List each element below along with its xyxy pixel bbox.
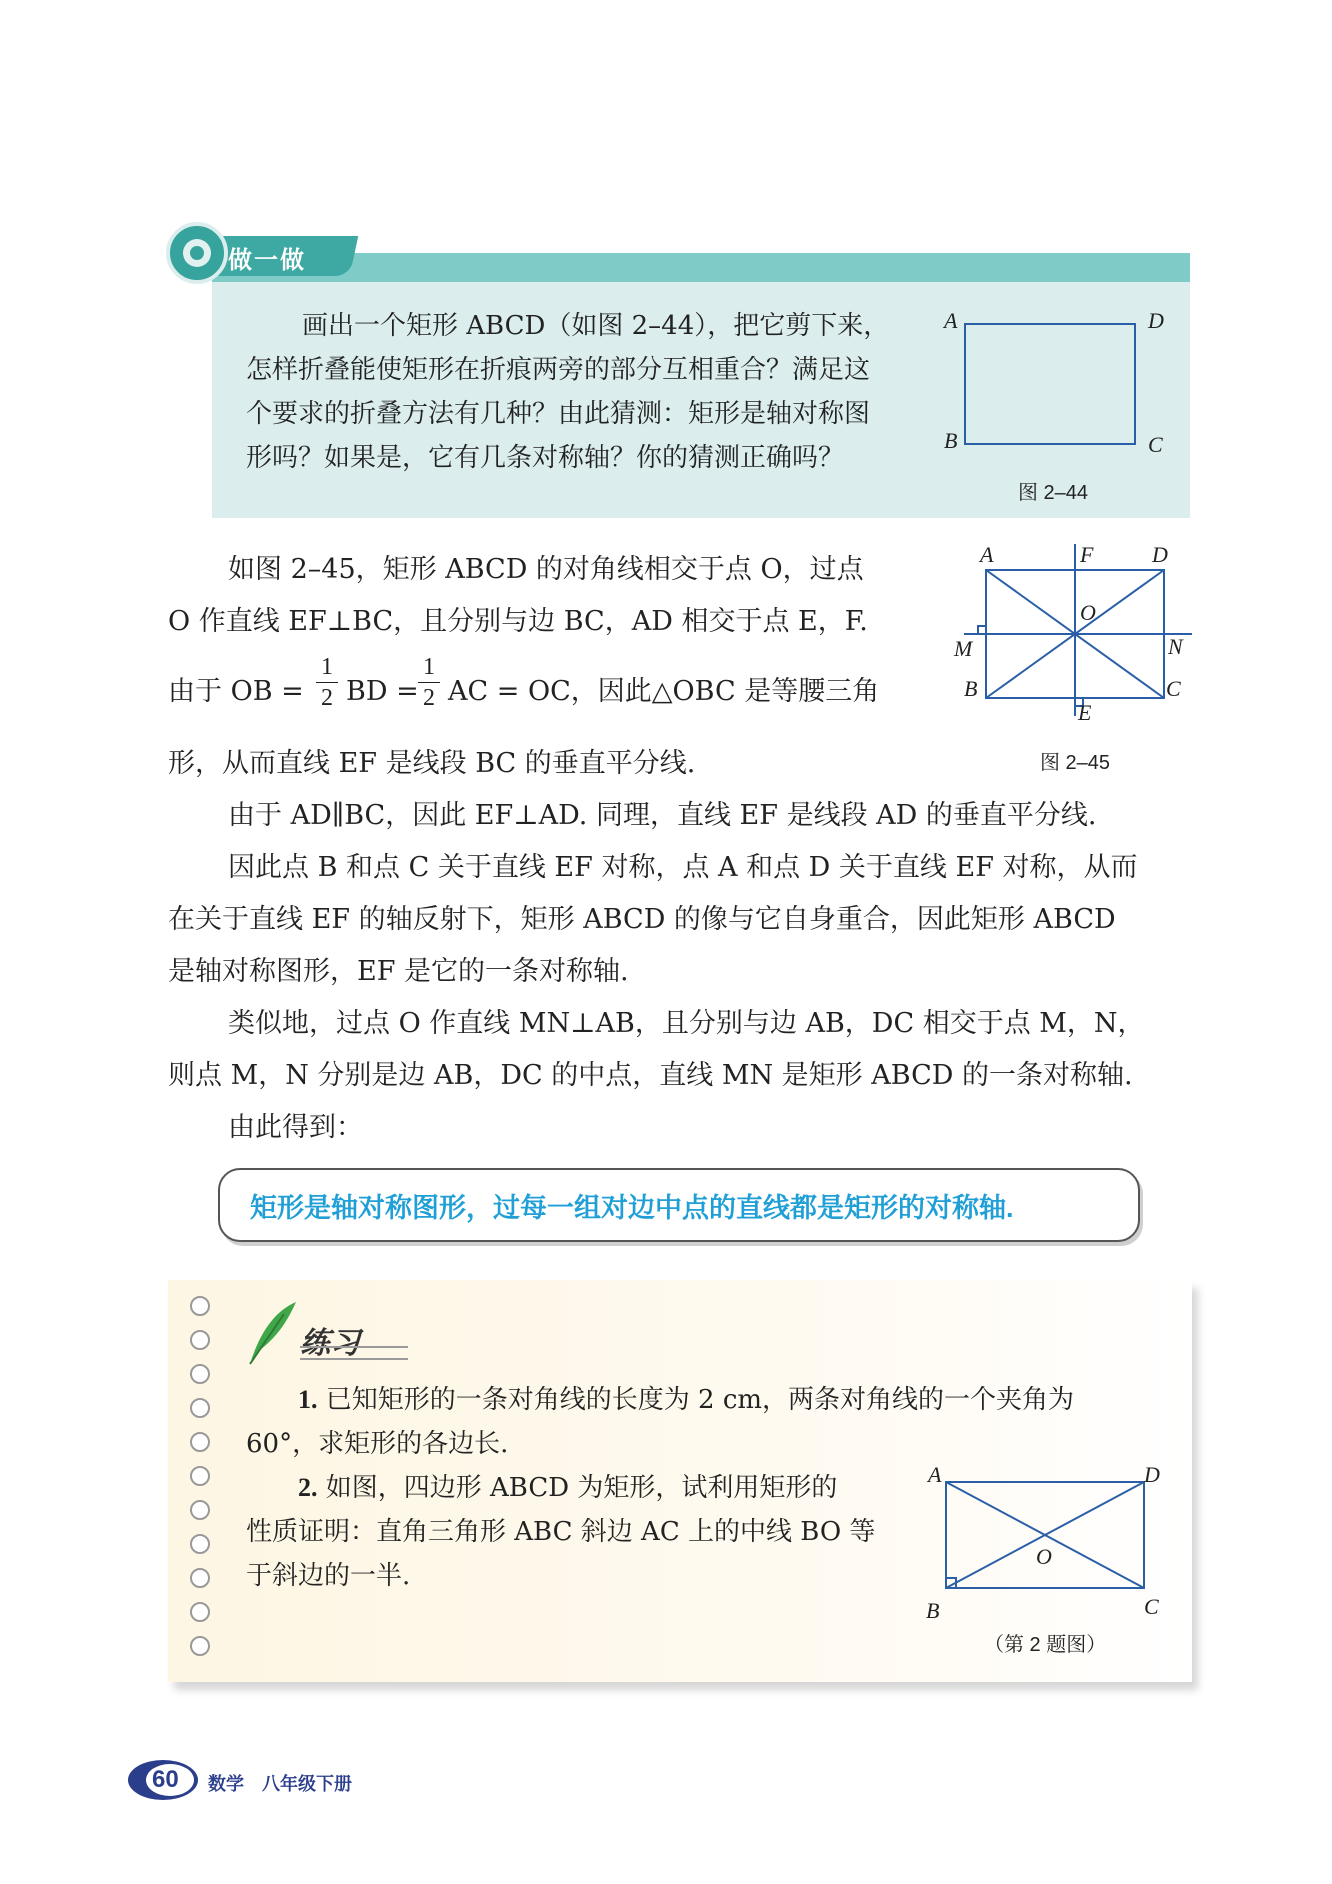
ex-fig-label-a: A	[928, 1462, 942, 1487]
body-paragraph-2	[168, 738, 1145, 1154]
theorem-text: 矩形是轴对称图形，过每一组对边中点的直线都是矩形的对称轴.	[250, 1193, 1014, 1223]
body-line-3-mid2: AC = OC，因此△OBC 是等腰三角	[448, 676, 880, 707]
q1-number: 1.	[298, 1385, 318, 1414]
doyi-line-1: 画出一个矩形 ABCD（如图 2–44），把它剪下来，	[302, 311, 890, 341]
body-line-4: 形，从而直线 EF 是线段 BC 的垂直平分线.	[168, 748, 696, 779]
doyi-title: 做一做	[228, 247, 306, 274]
fig245-caption: 图 2–45	[1040, 752, 1111, 774]
ring-icon	[190, 1296, 210, 1316]
ring-icon	[190, 1364, 210, 1384]
right-angle-m	[978, 626, 986, 634]
fig245-label-b: B	[964, 676, 978, 701]
fraction-2	[418, 652, 440, 713]
fig245-label-f: F	[1080, 542, 1094, 567]
exercise-figure	[918, 1462, 1158, 1662]
ring-icon	[190, 1568, 210, 1588]
fig245-label-d: D	[1152, 542, 1168, 567]
body-line-9: 类似地，过点 O 作直线 MN⊥AB，且分别与边 AB，DC 相交于点 M，N，	[228, 1008, 1145, 1039]
body-paragraph-1	[168, 544, 868, 648]
q1-line-1: 已知矩形的一条对角线的长度为 2 cm，两条对角线的一个夹角为	[325, 1385, 1075, 1415]
fig244-label-c: C	[1148, 432, 1163, 457]
q2-line-3: 于斜边的一半.	[246, 1561, 411, 1591]
ex-fig-label-o: O	[1036, 1544, 1052, 1569]
exercise-title: 练习	[300, 1327, 360, 1360]
fig245-label-o: O	[1080, 600, 1096, 625]
doyi-line-3: 个要求的折叠方法有几种？由此猜测：矩形是轴对称图	[246, 399, 871, 429]
fig244-caption: 图 2–44	[1018, 482, 1089, 504]
body-line-11: 由此得到：	[228, 1112, 363, 1143]
page-number: 60	[152, 1766, 179, 1793]
ring-icon	[190, 1602, 210, 1622]
ring-icon	[190, 1398, 210, 1418]
doyi-line-2: 怎样折叠能使矩形在折痕两旁的部分互相重合？满足这	[246, 355, 871, 385]
body-line-8: 是轴对称图形，EF 是它的一条对称轴.	[168, 956, 629, 987]
fraction-2-num: 1	[423, 654, 435, 680]
ex-fig-caption: （第 2 题图）	[984, 1634, 1107, 1656]
theorem-box	[218, 1168, 1140, 1242]
fraction-1	[316, 652, 338, 713]
figure-2-45	[952, 540, 1202, 780]
body-line-1: 如图 2–45，矩形 ABCD 的对角线相交于点 O，过点	[228, 554, 864, 585]
ring-icon	[190, 1432, 210, 1452]
doyi-badge-icon	[166, 222, 228, 284]
exercise-title-underline	[300, 1346, 408, 1360]
feather-icon	[244, 1298, 300, 1372]
figure-2-44	[940, 306, 1164, 506]
ex-fig-label-c: C	[1144, 1594, 1159, 1619]
figure-2-45-drawing	[952, 540, 1202, 780]
body-line-2: O 作直线 EF⊥BC，且分别与边 BC，AD 相交于点 E，F.	[168, 606, 868, 637]
fig245-label-e: E	[1078, 700, 1092, 725]
fig245-label-a: A	[980, 542, 994, 567]
fig245-label-m: M	[954, 636, 973, 661]
body-line-3-pre: 由于 OB =	[168, 676, 304, 707]
doyi-header-band	[212, 253, 1190, 282]
rectangle-abcd	[965, 324, 1135, 444]
doyi-text	[246, 304, 889, 480]
ex-fig-label-d: D	[1144, 1462, 1160, 1487]
ring-icon	[190, 1466, 210, 1486]
ring-icon	[190, 1636, 210, 1656]
body-line-6: 因此点 B 和点 C 关于直线 EF 对称，点 A 和点 D 关于直线 EF 对称，从而	[228, 852, 1138, 883]
body-line-5: 由于 AD∥BC，因此 EF⊥AD. 同理，直线 EF 是线段 AD 的垂直平分线.	[228, 800, 1097, 831]
fraction-1-den: 2	[316, 682, 338, 713]
ring-icon	[190, 1500, 210, 1520]
fig244-label-b: B	[944, 428, 958, 453]
q2-line-2: 性质证明：直角三角形 ABC 斜边 AC 上的中线 BO 等	[246, 1517, 876, 1547]
body-line-7: 在关于直线 EF 的轴反射下，矩形 ABCD 的像与它自身重合，因此矩形 ABCD	[168, 904, 1116, 935]
body-line-3-mid1: BD =	[346, 676, 419, 707]
body-line-3	[168, 666, 304, 718]
fig244-label-d: D	[1148, 308, 1164, 333]
doyi-line-4: 形吗？如果是，它有几条对称轴？你的猜测正确吗？	[246, 443, 845, 473]
ring-icon	[190, 1534, 210, 1554]
fig245-label-n: N	[1168, 634, 1183, 659]
fig244-label-a: A	[944, 308, 958, 333]
fraction-2-den: 2	[418, 682, 440, 713]
ex-fig-label-b: B	[926, 1598, 940, 1623]
q2-number: 2.	[298, 1473, 318, 1502]
footer-book-title: 数学 八年级下册	[208, 1774, 352, 1795]
q2-line-1: 如图，四边形 ABCD 为矩形，试利用矩形的	[325, 1473, 838, 1503]
fraction-1-num: 1	[321, 654, 333, 680]
body-line-10: 则点 M，N 分别是边 AB，DC 的中点，直线 MN 是矩形 ABCD 的一条对称轴.	[168, 1060, 1133, 1091]
fig245-label-c: C	[1166, 676, 1181, 701]
ring-icon	[190, 1330, 210, 1350]
q1-line-2: 60°，求矩形的各边长.	[246, 1429, 509, 1459]
